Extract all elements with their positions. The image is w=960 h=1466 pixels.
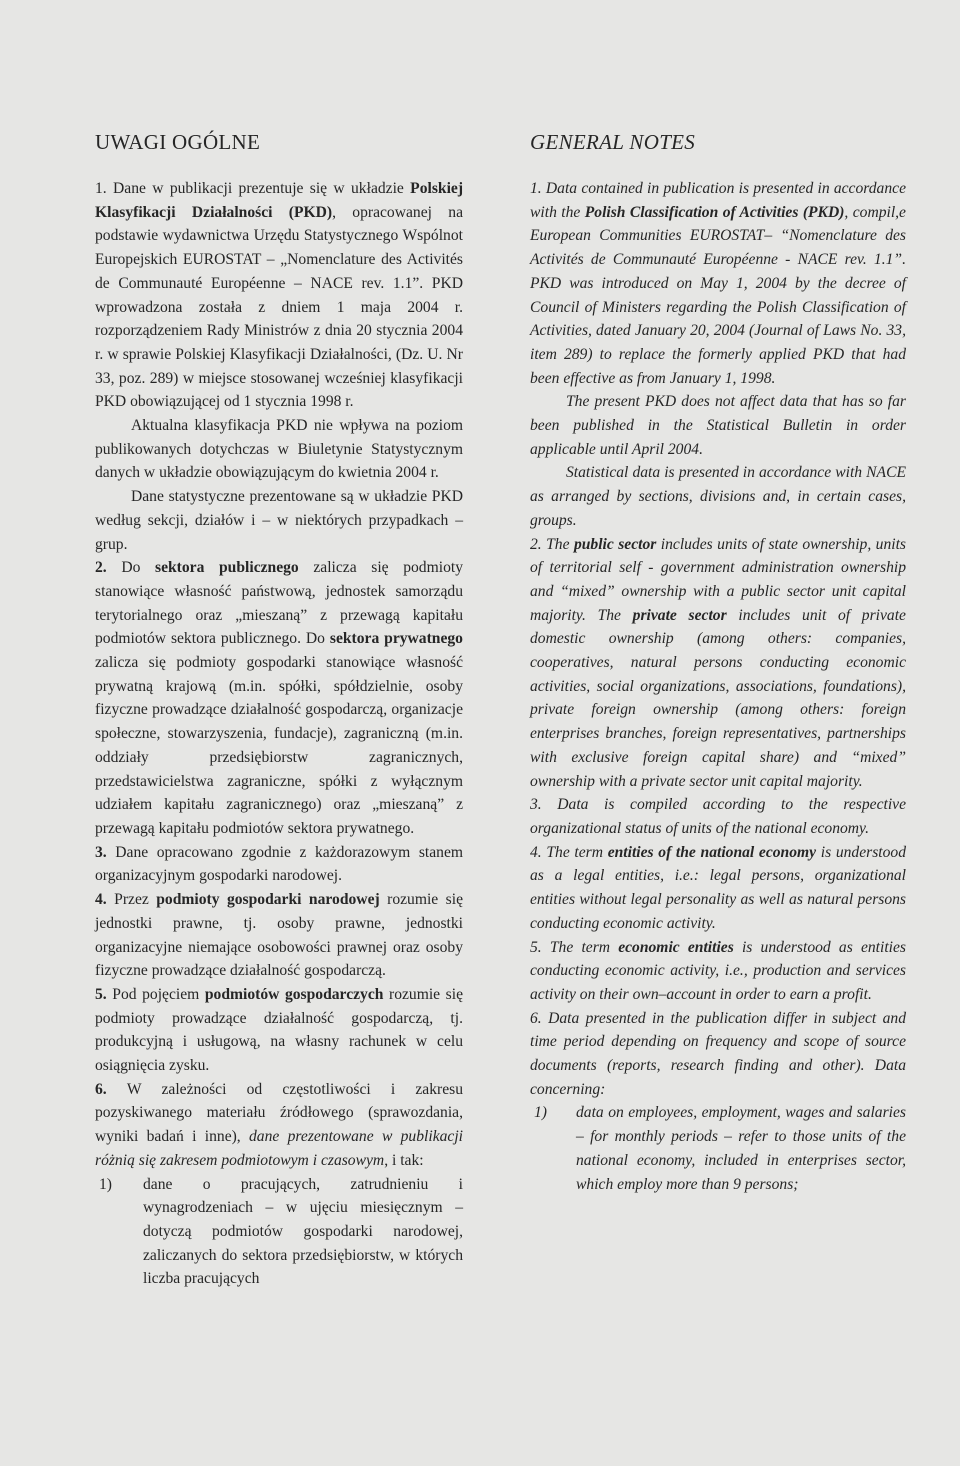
en-note-2 [530,533,906,794]
pl-note-2 [95,556,463,840]
bold-term: podmioty gospodarki narodowej [156,891,380,909]
english-column [530,130,906,1196]
bold-term: economic entities [618,938,734,956]
en-note-6: 6. Data presented in the publication differ in subject and time period depending on frequency and scope of source documents (reports, research finding and other). Data concerning: [530,1009,906,1098]
pl-note-6 [95,1078,463,1173]
bold-term: 2. [95,559,122,577]
en-note-3: 3. Data is compiled according to the respective organizational status of units of the national economy. [530,796,906,837]
pl-list-item-number: 1) [99,1175,112,1193]
text-run: Pod pojęciem [112,985,205,1003]
bold-term: sektora publicznego [155,559,299,577]
pl-list [95,1173,463,1292]
bold-term: podmiotów gospodarczych [204,985,384,1003]
text-run: , compil,e European Communities EUROSTAT– “Nomenclature des Activités de Communauté Européenne - NACE rev. 1.1”. PKD was introduced on May 1, 2004 by the decree of Council of Ministers regarding the Polish Classification of Activities, dated January 20, 2004 (Journal of Laws No. 33, item 289) to replace the formerly applied PKD that had been effective as from January 1, 1998. [530,203,906,387]
text-run: zalicza się podmioty stanowiące własność państwową, jednostek samorządu terytorialnego oraz „mieszaną” z przewagą kapitału podmiotów sektora publicznego. Do [95,559,463,648]
polish-column [95,130,463,1291]
pl-note-1c: Dane statystyczne prezentowane są w układzie PKD według sekcji, działów i – w niektórych przypadkach – grup. [95,488,463,553]
bold-term: 4. [95,891,115,909]
text-run: 1. [95,180,114,197]
text-run: Dane w publikacji prezentuje się w układzie [113,180,411,197]
text-run: 4. The term [530,843,608,861]
bold-term: 6. [95,1080,127,1098]
english-heading: GENERAL NOTES [530,130,696,154]
bold-term: private sector [632,606,727,624]
bold-term: 3. [95,843,116,861]
en-note-1c: Statistical data is presented in accordance with NACE as arranged by sections, divisions and, in certain cases, groups. [530,464,906,529]
pl-note-1 [95,177,463,414]
polish-heading: UWAGI OGÓLNE [95,130,261,154]
bold-term: entities of the national economy [607,843,817,861]
text-run: is understood as a legal entities, i.e.: legal persons, organizational entities without legal personality as well as natural persons conducting economic activity. [530,843,907,932]
en-note-1 [530,177,906,390]
pl-note-1b: Aktualna klasyfikacja PKD nie wpływa na poziom publikowanych dotychczas w Biuletynie Statystycznym danych w układzie obowiązującym do kwietnia 2004 r. [95,417,463,482]
text-run: W zależności od częstotliwości i zakresu pozyskiwanego materiału źródłowego (sprawozdania, wyniki badań i inne), [95,1080,464,1146]
text-run: Dane opracowano zgodnie z każdorazowym stanem organizacyjnym gospodarki narodowej. [95,843,463,885]
en-list [530,1101,906,1196]
text-run: Do [121,559,156,577]
bold-term: 5. [95,985,113,1003]
text-run: , opracowanej na podstawie wydawnictwa Urzędu Statystycznego Wspólnot Europejskich EUROSTAT – „Nomenclature des Activités de Communauté Européenne – NACE rev. 1.1”. PKD wprowadzona została z dniem 1 maja 2004 r. rozporządzeniem Rady Ministrów z dnia 20 stycznia 2004 r. w sprawie Polskiej Klasyfikacji Działalności, (Dz. U. Nr 33, poz. 289) w miejsce stosowanej wcześniej klasyfikacji PKD obowiązującej od 1 stycznia 1998 r. [95,203,463,411]
text-run: zalicza się podmioty gospodarki stanowiące własność prywatną krajową (m.in. spółki, spółdzielnie, osoby fizyczne prowadzące działalność gospodarczą, organizacje społeczne, stowarzyszenia, fundacje), zagraniczną (m.in. oddziały przedsiębiorstw zagranicznych, przedstawicielstwa zagraniczne, spółki z wyłącznym udziałem kapitału zagranicznego) oraz „mieszaną” z przewagą kapitału podmiotów sektora prywatnego. [95,654,463,837]
pl-note-5 [95,983,463,1078]
en-note-5 [530,936,906,1007]
bold-term: Polish Classification of Activities (PKD) [584,203,845,221]
bold-term: Polskiej Klasyfikacji Działalności (PKD) [95,180,464,221]
text-run: rozumie się podmioty prowadzące działalność gospodarczą, tj. produkcyjną i usługową, na własny rachunek w celu osiągnięcia zysku. [95,985,464,1075]
text-run: is understood as entities conducting economic activity, i.e., production and services activity on their own–account in order to earn a profit. [530,938,906,1003]
italic-phrase: dane prezentowane w publikacji różnią się zakresem podmiotowym i czasowym [95,1128,463,1169]
text-run: 1. Data contained in publication is presented in accordance with the [530,180,906,221]
pl-note-3 [95,841,463,888]
pl-list-item-text: dane o pracujących, zatrudnieniu i wynagrodzeniach – w ujęciu miesięcznym – dotyczą podmiotów gospodarki narodowej, zaliczanych do sektora przedsiębiorstw, w których liczba pracujących [143,1175,463,1288]
bold-term: public sector [573,535,657,553]
en-note-4 [530,841,906,936]
text-run: 5. The term [530,938,619,956]
en-note-1b: The present PKD does not affect data that has so far been published in the Statistical Bulletin in order applicable until April 2004. [530,393,906,458]
text-run: , i tak: [384,1151,424,1169]
en-list-item-text: data on employees, employment, wages and salaries – for monthly periods – refer to those units of the national economy, included in enterprises sector, which employ more than 9 persons; [576,1104,906,1193]
en-list-item-number: 1) [534,1104,547,1122]
text-run: Przez [114,891,157,909]
bold-term: sektora prywatnego [329,630,463,648]
text-run: 2. The [530,535,574,553]
text-run: includes unit of private domestic ownership (among others: companies, cooperatives, natural persons conducting economic activities, social organizations, associations, foundations), private foreign ownership (among others: foreign enterprises branches, foreign representatives, partnerships with exclusive foreign capital share) and “mixed” ownership with a private sector unit capital majority. [530,606,906,790]
text-run: rozumie się jednostki prawne, tj. osoby prawne, jednostki organizacyjne niemające osobowości prawnej oraz osoby fizyczne prowadzące działalność gospodarczą. [95,891,464,980]
pl-note-4 [95,888,463,983]
en-list-item [530,1101,906,1196]
text-run: includes units of state ownership, units of territorial self - government administration ownership and “mixed” ownership with a public sector unit capital majority. The [530,535,906,624]
pl-list-item [95,1173,463,1292]
